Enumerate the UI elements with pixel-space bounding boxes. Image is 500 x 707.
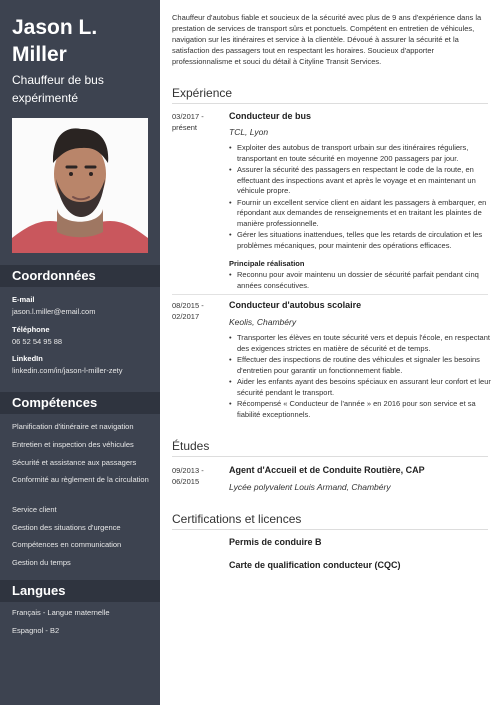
skill-item: Compétences en communication [12, 540, 122, 549]
job-date: 08/2015 - 02/2017 [172, 301, 204, 321]
job-bullet: • Assurer la sécurité des passagers en respectant le code de la route, en effectuant des inspections avant et après le voyage et en maintenant un véhicule propre. [237, 165, 496, 197]
job-title: Conducteur de bus [229, 111, 312, 121]
languages-section-header: Langues [0, 580, 160, 602]
job-bullet: • Fournir un excellent service client en aidant les passagers à embarquer, en répondant aux demandes de renseignements et en traitant les plaintes de manière professionnelle. [237, 198, 496, 230]
certification-item: Carte de qualification conducteur (CQC) [229, 560, 401, 570]
candidate-name: Jason L. Miller [12, 16, 98, 66]
job-bullets [229, 333, 496, 421]
sidebar [0, 0, 160, 705]
education-school: Lycée polyvalent Louis Armand, Chambéry [229, 482, 391, 492]
skill-item: Entretien et inspection des véhicules [12, 440, 134, 449]
job-bullet: • Exploiter des autobus de transport urbain sur des itinéraires réguliers, transportant en toute sécurité en moyenne 200 passagers par jour. [237, 143, 496, 164]
achievement-label: Principale réalisation [229, 259, 305, 268]
education-date: 09/2013 - 06/2015 [172, 466, 204, 486]
skill-item: Gestion des situations d'urgence [12, 523, 121, 532]
skill-item: Planification d'itinéraire et navigation [12, 422, 134, 431]
job-bullets [229, 143, 496, 252]
education-section-header: Études [172, 439, 488, 457]
profile-summary: Chauffeur d'autobus fiable et soucieux de la sécurité avec plus de 9 ans d'expérience dans la prestation de services de transport sûrs et ponctuels. Compétent en entretien de véhicules, navigation sur les itinéraires et service à la clientèle. Dévoué à assurer la sécurité et la satisfaction des passagers tout en respectant les horaires. Soucieux d'apporter professionnalisme et souci du détail à Cityline Transit Services. [172, 13, 482, 66]
email-value: jason.l.miller@email.com [12, 307, 96, 316]
profile-photo [12, 118, 148, 253]
skill-item: Conformité au règlement de la circulation [12, 475, 149, 484]
certifications-section-header: Certifications et licences [172, 512, 488, 530]
education-title: Agent d'Accueil et de Conduite Routière, CAP [229, 465, 425, 475]
job-bullet: • Effectuer des inspections de routine des véhicules et signaler les besoins d'entretien pour garantir un fonctionnement fiable. [237, 355, 496, 376]
achievement-bullet: • Reconnu pour avoir maintenu un dossier de sécurité parfait pendant cinq années consécutives. [237, 270, 496, 291]
certification-item: Permis de conduire B [229, 537, 322, 547]
phone-label: Téléphone [12, 325, 50, 334]
linkedin-label: LinkedIn [12, 354, 43, 363]
job-bullet: • Récompensé « Conducteur de l'année » en 2016 pour son service et sa fiabilité exceptionnels. [237, 399, 496, 420]
skill-item: Sécurité et assistance aux passagers [12, 458, 137, 467]
job-title: Conducteur d'autobus scolaire [229, 300, 362, 310]
job-date: 03/2017 - présent [172, 112, 204, 132]
language-item: Espagnol - B2 [12, 626, 60, 635]
skill-item: Gestion du temps [12, 558, 71, 567]
language-item: Français - Langue maternelle [12, 608, 110, 617]
linkedin-value: linkedin.com/in/jason-l-miller-zety [12, 366, 123, 375]
phone-value: 06 52 54 95 88 [12, 337, 63, 346]
profile-photo-image [12, 118, 148, 253]
job-bullet: • Transporter les élèves en toute sécurité vers et depuis l'école, en respectant des exigences strictes en matière de sécurité et de temps. [237, 333, 496, 354]
achievement-bullets [229, 270, 496, 292]
section-divider [172, 294, 488, 295]
skill-item: Service client [12, 505, 57, 514]
job-bullet: • Gérer les situations inattendues, telles que les retards de circulation et les problèmes mécaniques, pour maintenir des opérations efficaces. [237, 230, 496, 251]
contact-section-header: Coordonnées [0, 265, 160, 287]
candidate-role: Chauffeur de bus expérimenté [12, 73, 104, 105]
job-bullet: • Aider les enfants ayant des besoins spéciaux en assurant leur confort et leur sécurité pendant le transport. [237, 377, 496, 398]
email-label: E-mail [12, 295, 35, 304]
skills-section-header: Compétences [0, 392, 160, 414]
job-company: Keolis, Chambéry [229, 317, 297, 327]
experience-section-header: Expérience [172, 86, 488, 104]
job-company: TCL, Lyon [229, 127, 269, 137]
